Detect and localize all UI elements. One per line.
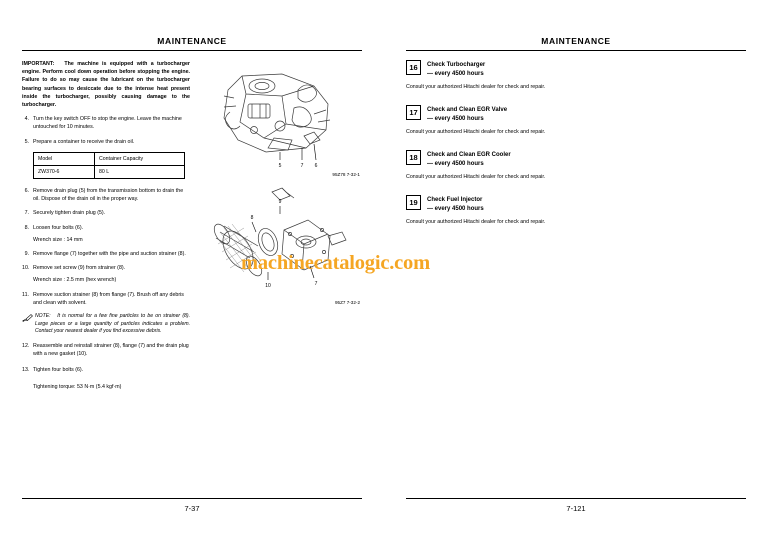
- item-body-text: Consult your authorized Hitachi dealer for check and repair.: [406, 173, 546, 180]
- step-number: 7.: [24, 210, 29, 217]
- step-number: 13.: [22, 367, 30, 374]
- step-item: [22, 115, 190, 131]
- item-number-box: 17: [406, 105, 421, 120]
- step-text: Remove flange (7) together with the pipe and suction strainer (8).: [33, 250, 186, 257]
- step-number: 4.: [24, 116, 29, 123]
- figure-callout: 7: [300, 163, 304, 169]
- figure-callout: 9: [278, 199, 282, 205]
- step-number: 12.: [22, 342, 30, 349]
- step-item: [22, 264, 190, 284]
- page-right-content-area: [406, 36, 746, 513]
- table-cell-capacity: 80 L: [95, 165, 185, 178]
- figure-callout: 7: [314, 281, 318, 287]
- table-row: [34, 152, 185, 165]
- item-body-text: Consult your authorized Hitachi dealer for check and repair.: [406, 128, 546, 135]
- step-subtext: Wrench size : 2.5 mm (hex wrench): [33, 277, 117, 284]
- step-item: [22, 342, 190, 358]
- page-footer-right: [406, 498, 746, 513]
- item-number-box: 19: [406, 195, 421, 210]
- figure-2-drawing: [194, 186, 362, 308]
- right-body: [406, 60, 746, 240]
- item-number-box: 16: [406, 60, 421, 75]
- figure-1-drawing: [194, 60, 362, 172]
- page-header-left: [22, 36, 362, 56]
- step-text: Reassemble and reinstall strainer (8), flange (7) and the drain plug with a new gasket (10).: [33, 342, 189, 358]
- figure-transmission-assembly: [194, 60, 362, 180]
- step-text: Tighten four bolts (6).: [33, 367, 84, 374]
- figure-callout: 8: [250, 215, 254, 221]
- item-interval: — every 4500 hours: [427, 115, 484, 122]
- step-text: Remove set screw (9) from strainer (8).: [33, 265, 126, 272]
- figure-callout: 6: [314, 163, 318, 169]
- table-header-model: Model: [34, 152, 95, 165]
- note-text: It is normal for a few fine particles to be on strainer (8). Large pieces or a large quantity of particles indicates a problem. Contact your nearest dealer if you find excessive debris.: [35, 312, 190, 335]
- step-item: [22, 187, 190, 203]
- header-title-left: MAINTENANCE: [157, 36, 227, 46]
- important-label: IMPORTANT:: [22, 61, 55, 67]
- note-label: NOTE:: [35, 312, 51, 319]
- header-title-right: MAINTENANCE: [541, 36, 611, 46]
- item-number-box: 18: [406, 150, 421, 165]
- procedure-steps: [22, 115, 190, 391]
- step-number: 5.: [24, 138, 29, 145]
- figure-callout: 5: [278, 163, 282, 169]
- item-title: Check Turbocharger: [427, 62, 486, 68]
- item-interval: — every 4500 hours: [427, 71, 484, 77]
- pencil-icon: [22, 313, 35, 336]
- important-text: The machine is equipped with a turbocharger engine. Perform cool down operation before stopping the engine. Failure to do so may cause the lubricant on the turbocharger bearing surfaces to desiccate due to the intense heat present inside the turbocharger, possibly causing damage to the turbocharger.: [22, 61, 190, 109]
- step-item: [22, 250, 190, 258]
- page-right: [384, 0, 768, 543]
- step-number: 10.: [22, 265, 30, 272]
- header-rule-right: [406, 50, 746, 51]
- step-number: 11.: [22, 291, 29, 298]
- step-text: Remove drain plug (5) from the transmission bottom to drain the oil. Dispose of the drain oil in the proper way.: [33, 187, 184, 203]
- item-title: Check and Clean EGR Cooler: [427, 151, 511, 158]
- item-title: Check Fuel Injector: [427, 196, 483, 203]
- step-text: Turn the key switch OFF to stop the engine. Leave the machine untouched for 10 minutes.: [33, 116, 182, 131]
- important-notice: [22, 60, 190, 109]
- item-body-text: Consult your authorized Hitachi dealer for check and repair.: [406, 218, 546, 225]
- page-number-right: 7-121: [566, 504, 586, 513]
- step-text: Remove suction strainer (8) from flange (7). Brush off any debris and clean with solvent.: [33, 291, 184, 306]
- step-subtext: Wrench size : 14 mm: [33, 236, 83, 243]
- step-item: [22, 224, 190, 244]
- table-row: [34, 165, 185, 178]
- step-item: [22, 291, 190, 307]
- figure-2-number: 95Z7 7-32-2: [334, 300, 360, 305]
- maintenance-item: [406, 105, 746, 137]
- step-text: Prepare a container to receive the drain oil.: [33, 138, 135, 145]
- maintenance-item: [406, 195, 746, 227]
- step-number: 6.: [24, 187, 29, 194]
- table-cell-model: ZW370-6: [34, 165, 95, 178]
- item-interval: — every 4500 hours: [427, 160, 484, 167]
- step-number: 9.: [24, 250, 29, 257]
- figure-callout: 10: [265, 283, 271, 289]
- step-item: [22, 138, 190, 146]
- step-text: Loosen four bolts (6).: [33, 224, 84, 231]
- item-body-text: Consult your authorized Hitachi dealer for check and repair.: [406, 84, 546, 90]
- maintenance-item: [406, 150, 746, 182]
- item-interval: — every 4500 hours: [427, 205, 484, 212]
- header-rule-left: [22, 50, 362, 51]
- step-number: 8.: [24, 224, 29, 231]
- step-item: [22, 366, 190, 390]
- container-capacity-table: [33, 152, 185, 179]
- figure-1-number: 95Z78 7-32-1: [332, 172, 360, 177]
- page-footer-left: [22, 498, 362, 513]
- step-item: [22, 209, 190, 217]
- step-text: Securely tighten drain plug (5).: [33, 210, 106, 217]
- maintenance-item: [406, 60, 746, 92]
- step-subtext: Tightening torque: 53 N·m (5.4 kgf·m): [33, 383, 122, 390]
- page-number-left: 7-37: [184, 504, 200, 513]
- item-title: Check and Clean EGR Valve: [427, 106, 508, 113]
- note-block: [22, 313, 190, 336]
- table-header-capacity: Container Capacity: [95, 152, 185, 165]
- page-header-right: [406, 36, 746, 56]
- watermark: machinecatalogic.com: [241, 252, 430, 274]
